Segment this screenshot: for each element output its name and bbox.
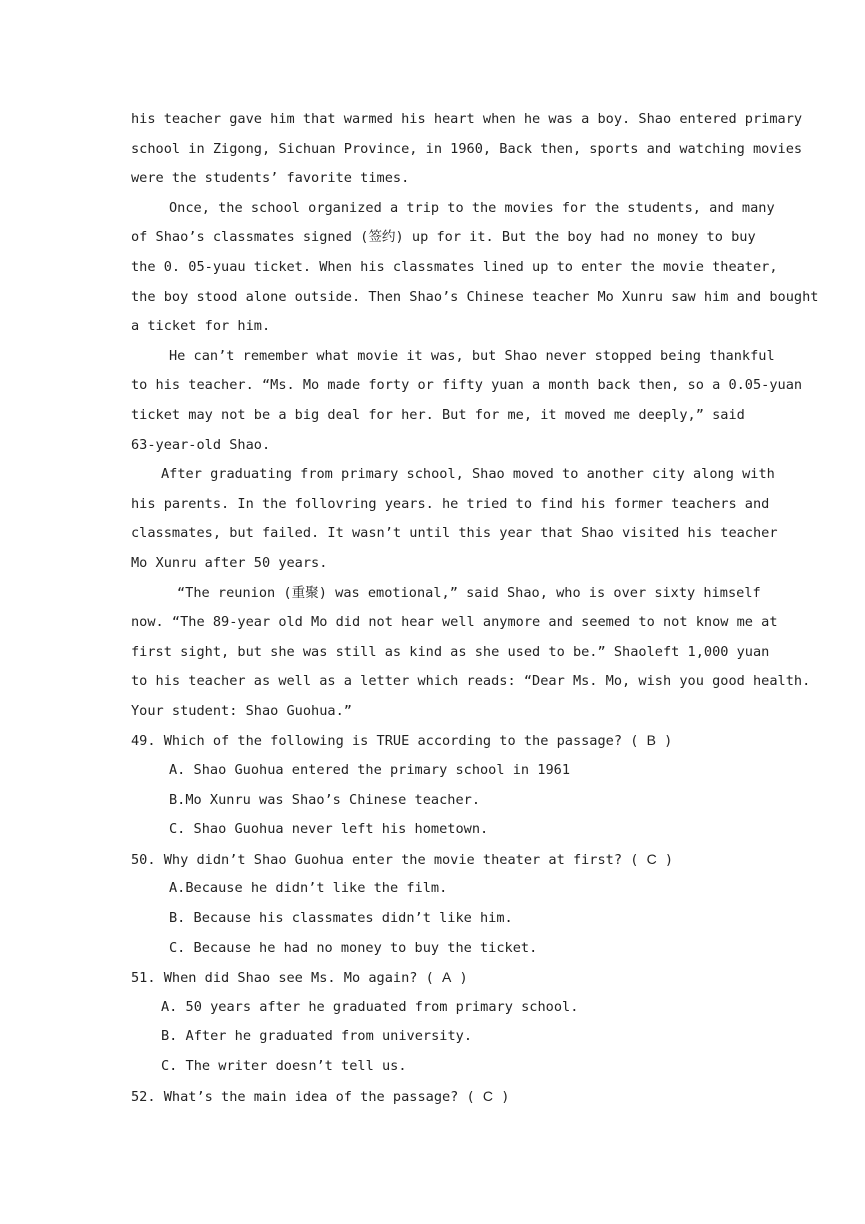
answer-option: B.Mo Xunru was Shao’s Chinese teacher. — [169, 791, 480, 808]
answer-close-paren: ) — [459, 970, 468, 987]
answer-option: A. Shao Guohua entered the primary school in 1961 — [169, 762, 571, 779]
question-stem — [131, 845, 733, 875]
text-line: were the students’ favorite times. — [131, 170, 410, 187]
answer-letter: C — [646, 850, 657, 867]
text-line: of Shao’s classmates signed (签约) up for it. But the boy had no money to buy — [131, 229, 756, 246]
text-line: to his teacher. “Ms. Mo made forty or fifty yuan a month back then, so a 0.05-yuan — [131, 377, 803, 394]
text-line: the 0. 05-yuau ticket. When his classmates lined up to enter the movie theater, — [131, 258, 778, 275]
answer-close-paren: ) — [501, 1088, 510, 1105]
text-line: school in Zigong, Sichuan Province, in 1960, Back then, sports and watching movies — [131, 140, 803, 157]
text-line: ticket may not be a big deal for her. But for me, it moved me deeply,” said — [131, 406, 745, 423]
text-line: He can’t remember what movie it was, but Shao never stopped being thankful — [169, 347, 775, 364]
question-stem — [131, 726, 733, 756]
question-text: 49. Which of the following is TRUE according to the passage? ( — [131, 733, 639, 750]
answer-option: C. Because he had no money to buy the ticket. — [169, 939, 538, 956]
passage-paragraph-1 — [131, 194, 819, 342]
answer-option: B. After he graduated from university. — [161, 1028, 472, 1045]
question-stem — [131, 963, 733, 993]
answer-close-paren: ) — [664, 851, 674, 868]
text-line: 63-year-old Shao. — [131, 436, 271, 453]
question-text: 50. Why didn’t Shao Guohua enter the movie theater at first? ( — [131, 851, 639, 868]
text-line: the boy stood alone outside. Then Shao’s Chinese teacher Mo Xunru saw him and bought — [131, 288, 819, 305]
passage-paragraph-4 — [131, 579, 811, 727]
answer-letter: B — [646, 732, 656, 749]
answer-option: C. Shao Guohua never left his hometown. — [169, 821, 489, 838]
text-line: After graduating from primary school, Shao moved to another city along with — [161, 466, 775, 483]
answer-close-paren: ) — [664, 733, 673, 750]
text-line: now. “The 89-year old Mo did not hear well anymore and seemed to not know me at — [131, 614, 778, 631]
question-51 — [131, 963, 733, 1081]
question-50 — [131, 845, 733, 963]
answer-option: B. Because his classmates didn’t like him. — [169, 910, 513, 927]
text-line: classmates, but failed. It wasn’t until this year that Shao visited his teacher — [131, 525, 778, 542]
text-line: to his teacher as well as a letter which reads: “Dear Ms. Mo, wish you good health. — [131, 673, 811, 690]
question-text: 51. When did Shao see Ms. Mo again? ( — [131, 970, 434, 987]
text-line: a ticket for him. — [131, 318, 271, 335]
answer-option: A.Because he didn’t like the film. — [169, 880, 448, 897]
text-line: Mo Xunru after 50 years. — [131, 554, 328, 571]
answer-option: A. 50 years after he graduated from primary school. — [161, 998, 579, 1015]
text-line: Your student: Shao Guohua.” — [131, 702, 352, 719]
question-text: 52. What’s the main idea of the passage? ( — [131, 1088, 475, 1105]
text-line: his parents. In the follovring years. he tried to find his former teachers and — [131, 495, 770, 512]
text-line: first sight, but she was still as kind as she used to be.” Shaoleft 1,000 yuan — [131, 643, 770, 660]
answer-letter: A — [442, 969, 452, 986]
question-52 — [131, 1082, 733, 1112]
passage-paragraph-3 — [131, 460, 778, 578]
passage-paragraph-0 — [131, 105, 803, 194]
text-line: “The reunion (重聚) was emotional,” said Shao, who is over sixty himself — [177, 584, 761, 601]
text-line: his teacher gave him that warmed his heart when he was a boy. Shao entered primary — [131, 111, 803, 127]
question-49 — [131, 726, 733, 844]
document-page — [131, 105, 819, 1111]
answer-option: C. The writer doesn’t tell us. — [161, 1058, 407, 1074]
passage-paragraph-2 — [131, 342, 803, 460]
answer-letter: C — [482, 1087, 494, 1104]
question-stem — [131, 1082, 733, 1112]
text-line: Once, the school organized a trip to the movies for the students, and many — [169, 199, 775, 216]
